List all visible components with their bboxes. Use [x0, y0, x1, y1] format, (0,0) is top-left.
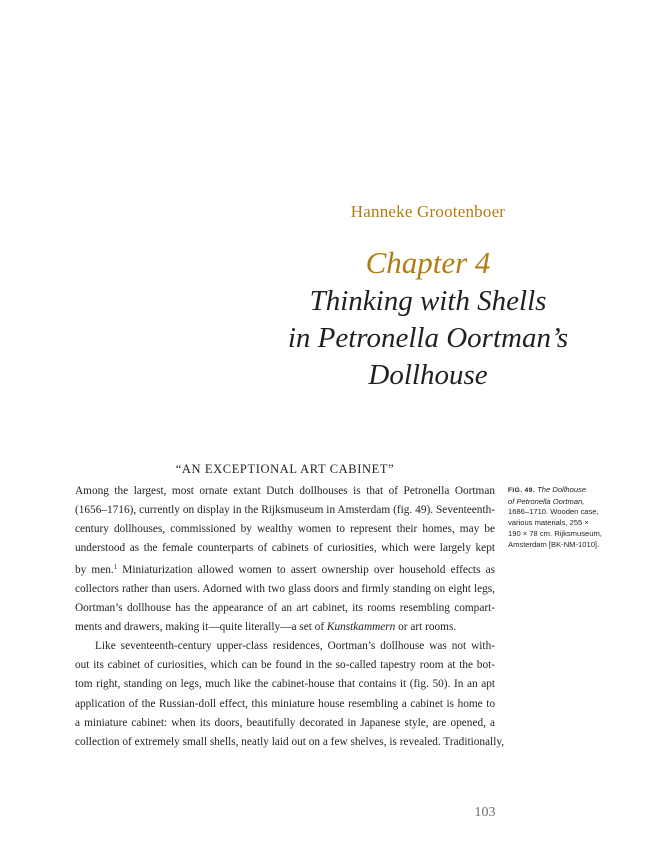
body-line-start: by men.	[75, 564, 114, 577]
figure-caption	[508, 485, 628, 550]
body-line-start: ments and drawers, making it—quite literally—a set of	[75, 621, 327, 634]
section-heading: “AN EXCEPTIONAL ART CABINET”	[175, 462, 395, 476]
body-line: Like seventeenth-century upper-class residences, Oortman’s dollhouse was not with-	[95, 640, 495, 653]
page-number: 103	[474, 805, 496, 820]
body-line	[75, 558, 495, 580]
body-line-end: or art rooms.	[395, 621, 457, 634]
caption-title: of Petronella Oortman,	[508, 496, 585, 506]
caption-line	[508, 485, 628, 497]
chapter-title-line: Thinking with Shells	[309, 285, 547, 317]
italic-term: Kunstkammern	[326, 621, 396, 634]
chapter-title-line: in Petronella Oortman’s	[287, 322, 569, 354]
body-line: Oortman’s dollhouse has the appearance of an art cabinet, its rooms resembling compart-	[75, 602, 495, 615]
chapter-title-line: Dollhouse	[368, 359, 488, 391]
caption-line: 1686–1710. Wooden case,	[508, 507, 599, 517]
body-line	[75, 618, 495, 637]
body-line: understood as the female counterparts of cabinets of curiosities, which were largely kept	[75, 542, 495, 555]
body-line: a miniature cabinet: when its doors, beautifully decorated in Japanese style, are opened, a	[75, 716, 495, 729]
body-line: tom right, standing on legs, much like the cabinet-house that contains it (fig. 50). In an apt	[75, 678, 495, 691]
caption-line	[508, 497, 628, 508]
body-line-end: Miniaturization allowed women to assert ownership over household effects as	[117, 564, 495, 577]
figure-label: FIG. 49.	[508, 487, 536, 494]
footnote-marker[interactable]: 1	[113, 563, 118, 572]
body-line: (1656–1716), currently on display in the Rijksmuseum in Amsterdam (fig. 49). Seventeenth-	[75, 504, 495, 517]
body-text	[75, 482, 505, 752]
caption-line: various materials, 255 ×	[508, 518, 589, 528]
chapter-author: Hanneke Grootenboer	[350, 202, 506, 221]
caption-title: The Dollhouse	[535, 485, 587, 494]
chapter-number: Chapter 4	[365, 245, 491, 280]
body-line: out its cabinet of curiosities, which can be found in the so-called tapestry room at the bot-	[75, 659, 495, 672]
chapter-title	[258, 283, 598, 394]
caption-line: Amsterdam [BK-NM-1010].	[508, 539, 600, 549]
caption-line: 190 × 78 cm. Rijksmuseum,	[508, 528, 602, 538]
body-line: century dollhouses, commissioned by wealthy women to represent their homes, may be	[75, 523, 495, 536]
body-line: collectors rather than users. Adorned with two glass doors and firmly standing on eight legs,	[75, 583, 495, 596]
body-line: collection of extremely small shells, neatly laid out on a few shelves, is revealed. Traditionally,	[75, 735, 505, 748]
body-line: Among the largest, most ornate extant Dutch dollhouses is that of Petronella Oortman	[75, 485, 495, 497]
body-line: application of the Russian-doll effect, this miniature house resembling a cabinet is home to	[75, 697, 495, 710]
